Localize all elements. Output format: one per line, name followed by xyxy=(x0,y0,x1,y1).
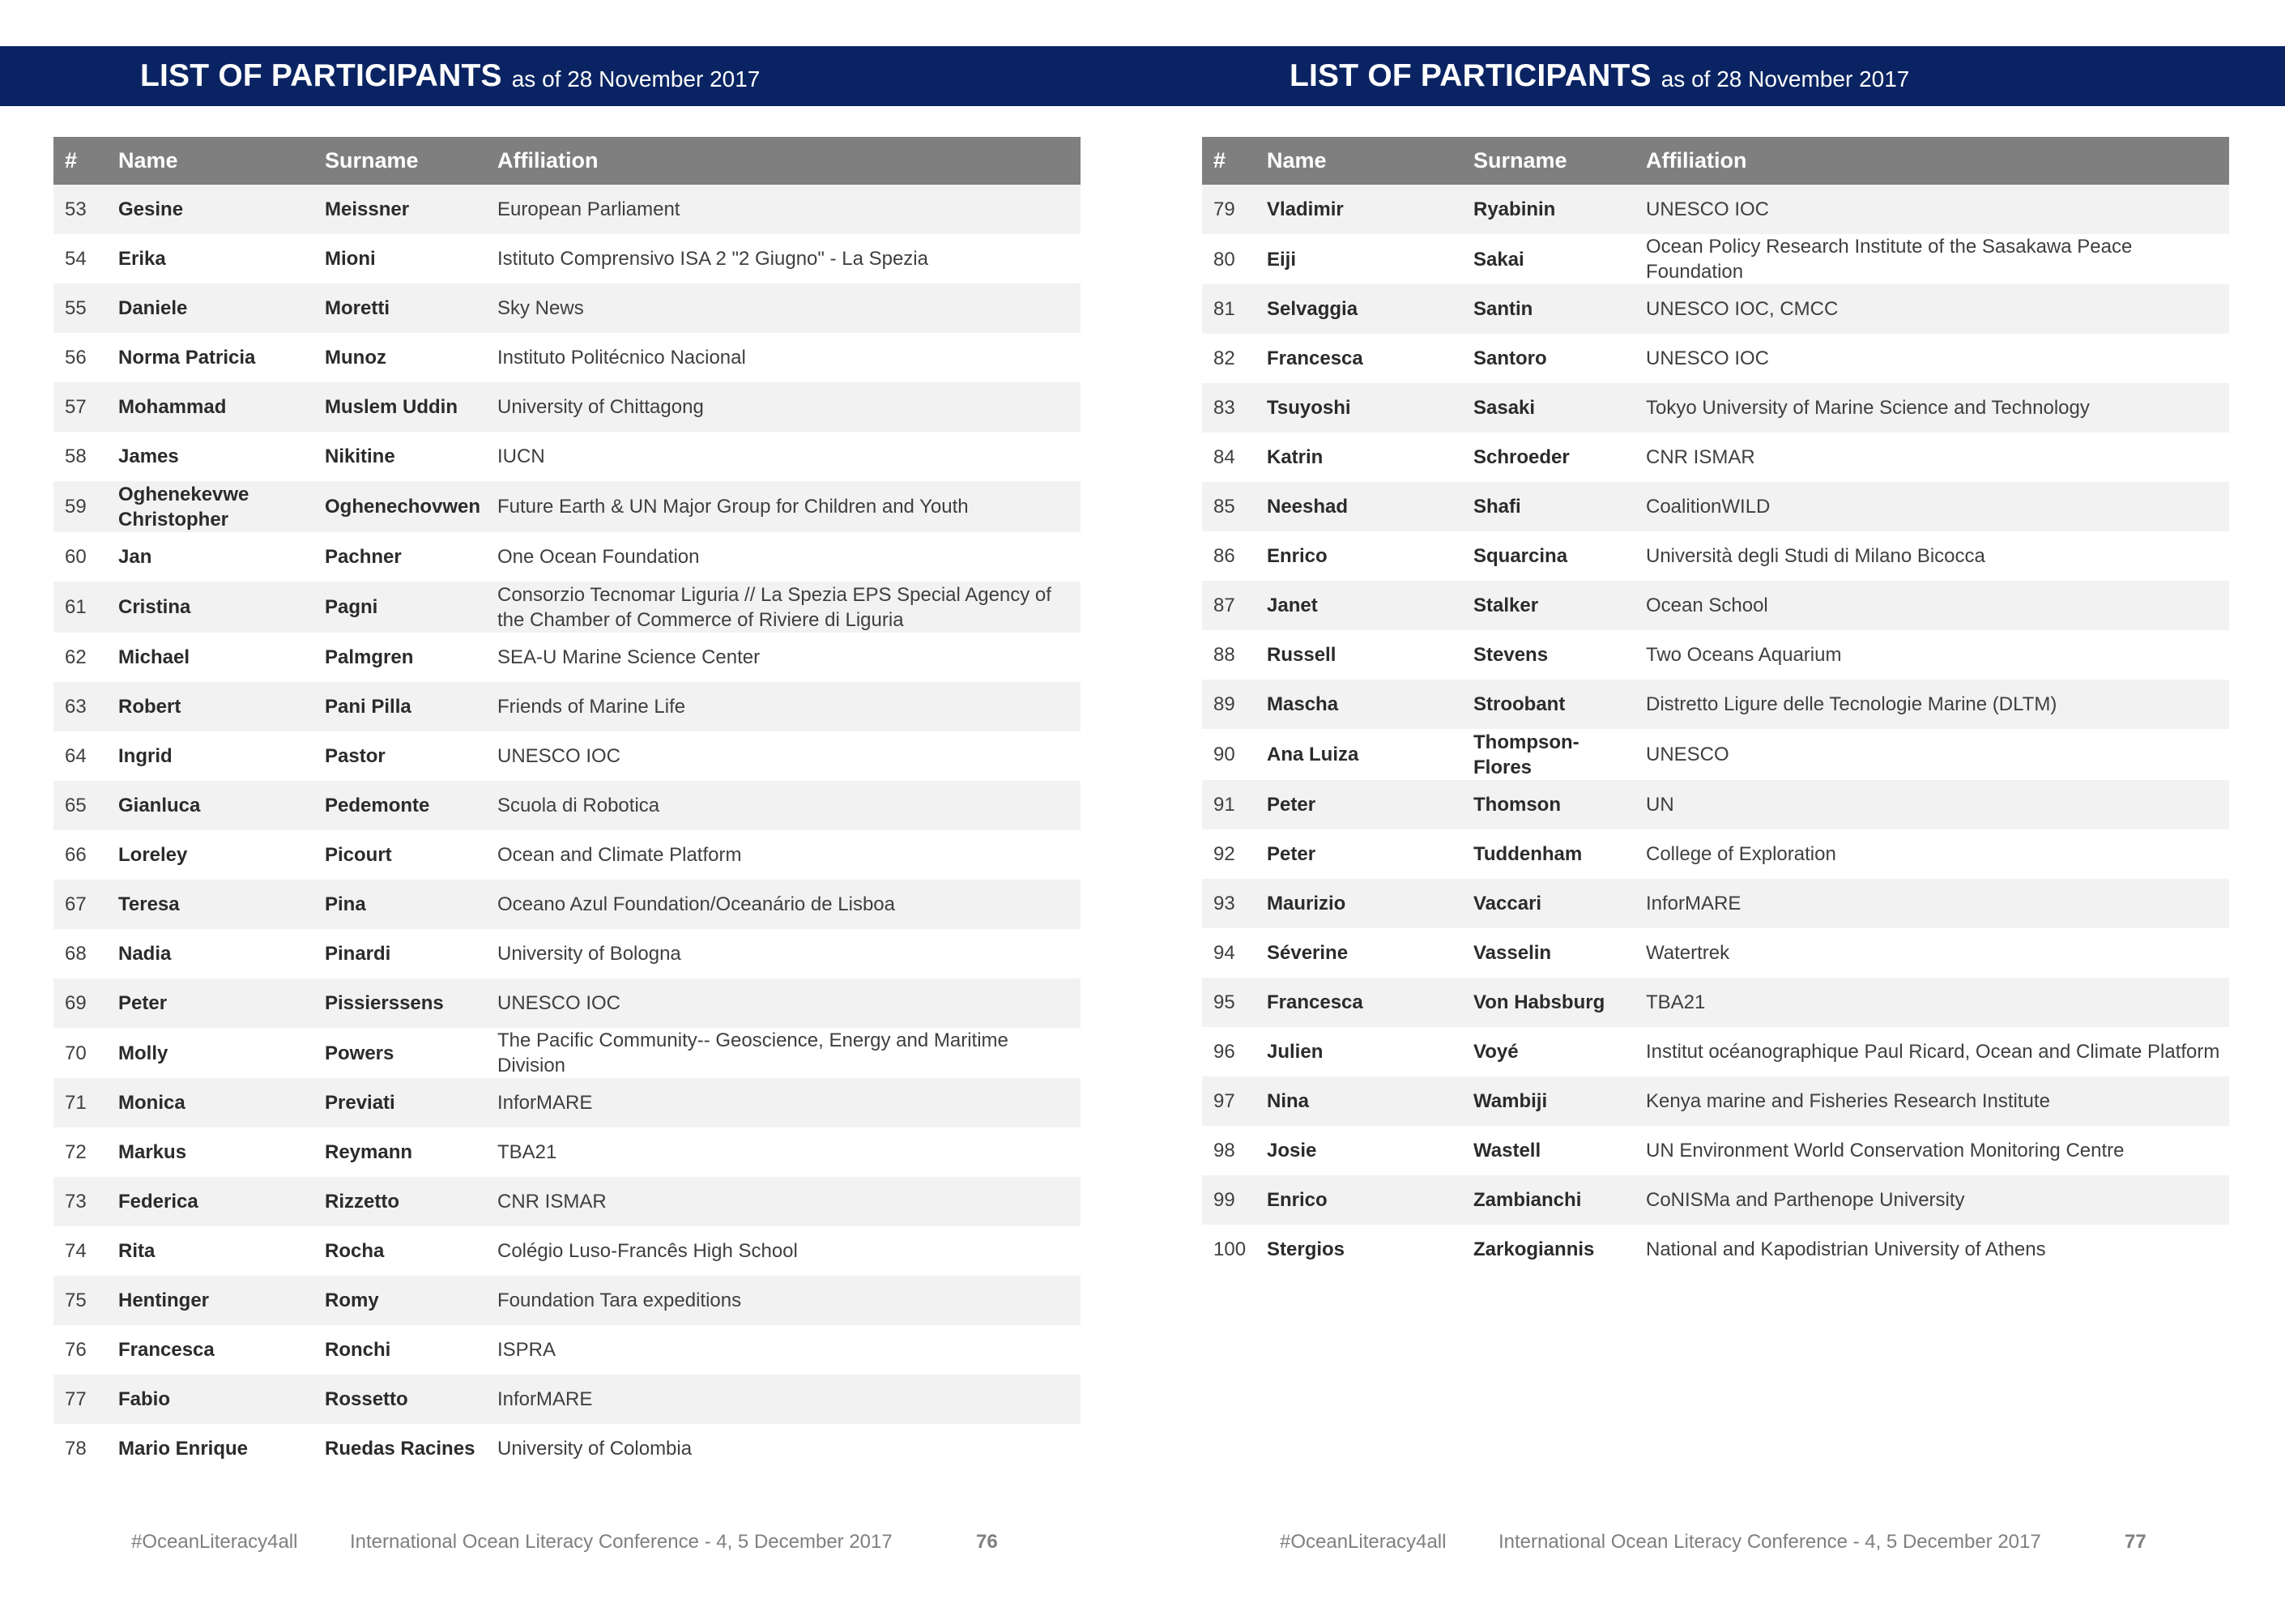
table-row xyxy=(53,1226,1081,1276)
participant-name: Eiji xyxy=(1255,234,1462,284)
footer-hashtag: #OceanLiteracy4all xyxy=(1280,1531,1447,1553)
table-row xyxy=(1202,1175,2229,1225)
participant-number: 75 xyxy=(53,1276,107,1325)
participant-affiliation: UNESCO IOC, CMCC xyxy=(1635,284,2229,334)
participant-name: Julien xyxy=(1255,1027,1462,1076)
participant-name: Peter xyxy=(1255,780,1462,829)
participant-affiliation: European Parliament xyxy=(486,185,1081,234)
participant-surname: Wambiji xyxy=(1462,1076,1635,1126)
participant-number: 78 xyxy=(53,1424,107,1473)
participant-affiliation: Colégio Luso-Francês High School xyxy=(486,1226,1081,1276)
participant-number: 97 xyxy=(1202,1076,1255,1126)
participant-surname: Pinardi xyxy=(313,929,486,978)
table-row xyxy=(53,532,1081,582)
table-row xyxy=(53,1276,1081,1325)
participant-name: Monica xyxy=(107,1078,313,1127)
participant-number: 77 xyxy=(53,1375,107,1424)
participant-affiliation: Instituto Politécnico Nacional xyxy=(486,333,1081,382)
participant-affiliation: Distretto Ligure delle Tecnologie Marine (DLTM) xyxy=(1635,680,2229,729)
participant-affiliation: Tokyo University of Marine Science and Technology xyxy=(1635,383,2229,433)
table-row xyxy=(53,333,1081,382)
participant-surname: Ruedas Racines xyxy=(313,1424,486,1473)
participant-surname: Romy xyxy=(313,1276,486,1325)
participant-surname: Pani Pilla xyxy=(313,682,486,731)
table-row xyxy=(1202,1076,2229,1126)
participant-affiliation: CNR ISMAR xyxy=(1635,433,2229,482)
participant-surname: Rossetto xyxy=(313,1375,486,1424)
table-row xyxy=(53,682,1081,731)
table-row xyxy=(53,633,1081,682)
participant-affiliation: University of Colombia xyxy=(486,1424,1081,1473)
participant-affiliation: Oceano Azul Foundation/Oceanário de Lisboa xyxy=(486,880,1081,929)
participant-number: 70 xyxy=(53,1028,107,1078)
page-title-right xyxy=(1290,46,1909,106)
header-surname: Surname xyxy=(313,137,486,185)
participant-surname: Meissner xyxy=(313,185,486,234)
participant-affiliation: CoNISMa and Parthenope University xyxy=(1635,1175,2229,1225)
participant-affiliation: Institut océanographique Paul Ricard, Ocean and Climate Platform xyxy=(1635,1027,2229,1076)
participant-affiliation: University of Chittagong xyxy=(486,382,1081,432)
participant-name: Michael xyxy=(107,633,313,682)
participant-number: 53 xyxy=(53,185,107,234)
participant-name: Cristina xyxy=(107,582,313,633)
title-main: LIST OF PARTICIPANTS xyxy=(1290,58,1652,93)
participant-name: Nina xyxy=(1255,1076,1462,1126)
table-row xyxy=(1202,185,2229,234)
participants-table xyxy=(53,137,1081,1473)
table-row xyxy=(1202,879,2229,928)
table-row xyxy=(53,432,1081,481)
participant-affiliation: One Ocean Foundation xyxy=(486,532,1081,582)
participant-number: 58 xyxy=(53,432,107,481)
participant-number: 96 xyxy=(1202,1027,1255,1076)
table-row xyxy=(53,481,1081,532)
participant-affiliation: Istituto Comprensivo ISA 2 "2 Giugno" - La Spezia xyxy=(486,234,1081,283)
footer-conference: International Ocean Literacy Conference - 4, 5 December 2017 xyxy=(1498,1531,2041,1553)
participant-affiliation: CoalitionWILD xyxy=(1635,482,2229,531)
table-row xyxy=(1202,630,2229,680)
table-row xyxy=(1202,433,2229,482)
participant-affiliation: UNESCO IOC xyxy=(486,978,1081,1028)
participant-name: James xyxy=(107,432,313,481)
participant-name: Loreley xyxy=(107,830,313,880)
participant-surname: Pissierssens xyxy=(313,978,486,1028)
participant-number: 85 xyxy=(1202,482,1255,531)
title-main: LIST OF PARTICIPANTS xyxy=(140,58,502,93)
participant-name: Neeshad xyxy=(1255,482,1462,531)
participants-table-left xyxy=(53,137,1081,1473)
participant-name: Norma Patricia xyxy=(107,333,313,382)
table-row xyxy=(1202,978,2229,1027)
table-row xyxy=(53,382,1081,432)
participant-surname: Moretti xyxy=(313,283,486,333)
participant-name: Francesca xyxy=(1255,978,1462,1027)
participant-affiliation: TBA21 xyxy=(486,1127,1081,1177)
participant-affiliation: University of Bologna xyxy=(486,929,1081,978)
header-affiliation: Affiliation xyxy=(486,137,1081,185)
participant-surname: Pagni xyxy=(313,582,486,633)
participant-number: 63 xyxy=(53,682,107,731)
participant-affiliation: UN Environment World Conservation Monitoring Centre xyxy=(1635,1126,2229,1175)
table-row xyxy=(53,929,1081,978)
table-row xyxy=(53,1078,1081,1127)
participant-surname: Pachner xyxy=(313,532,486,582)
participant-name: Maurizio xyxy=(1255,879,1462,928)
participant-name: Peter xyxy=(1255,829,1462,879)
participant-affiliation: College of Exploration xyxy=(1635,829,2229,879)
participant-surname: Palmgren xyxy=(313,633,486,682)
header-name: Name xyxy=(107,137,313,185)
participant-surname: Squarcina xyxy=(1462,531,1635,581)
participant-number: 59 xyxy=(53,481,107,532)
participant-number: 93 xyxy=(1202,879,1255,928)
table-row xyxy=(53,880,1081,929)
participant-surname: Tuddenham xyxy=(1462,829,1635,879)
participant-surname: Nikitine xyxy=(313,432,486,481)
participant-affiliation: UN xyxy=(1635,780,2229,829)
participant-name: Ana Luiza xyxy=(1255,729,1462,780)
participant-surname: Rizzetto xyxy=(313,1177,486,1226)
participant-number: 86 xyxy=(1202,531,1255,581)
participant-surname: Powers xyxy=(313,1028,486,1078)
participant-number: 82 xyxy=(1202,334,1255,383)
participant-number: 99 xyxy=(1202,1175,1255,1225)
participant-number: 65 xyxy=(53,781,107,830)
participant-surname: Thompson-Flores xyxy=(1462,729,1635,780)
participant-surname: Schroeder xyxy=(1462,433,1635,482)
participant-surname: Sakai xyxy=(1462,234,1635,284)
table-row xyxy=(53,1028,1081,1078)
participant-name: Teresa xyxy=(107,880,313,929)
participant-number: 68 xyxy=(53,929,107,978)
table-row xyxy=(53,283,1081,333)
participant-name: Francesca xyxy=(107,1325,313,1375)
participant-surname: Pina xyxy=(313,880,486,929)
participant-name: Markus xyxy=(107,1127,313,1177)
participant-surname: Thomson xyxy=(1462,780,1635,829)
participant-surname: Shafi xyxy=(1462,482,1635,531)
participant-surname: Pedemonte xyxy=(313,781,486,830)
table-row xyxy=(1202,383,2229,433)
table-row xyxy=(1202,482,2229,531)
participant-name: Nadia xyxy=(107,929,313,978)
title-date: as of 28 November 2017 xyxy=(511,66,761,92)
participant-name: Molly xyxy=(107,1028,313,1078)
table-row xyxy=(53,1375,1081,1424)
participant-number: 76 xyxy=(53,1325,107,1375)
participant-affiliation: Università degli Studi di Milano Bicocca xyxy=(1635,531,2229,581)
participant-number: 57 xyxy=(53,382,107,432)
participant-number: 98 xyxy=(1202,1126,1255,1175)
page-number: 77 xyxy=(2125,1531,2146,1553)
participant-number: 73 xyxy=(53,1177,107,1226)
table-row xyxy=(1202,780,2229,829)
table-row xyxy=(1202,531,2229,581)
participant-affiliation: Two Oceans Aquarium xyxy=(1635,630,2229,680)
participant-surname: Wastell xyxy=(1462,1126,1635,1175)
participant-surname: Rocha xyxy=(313,1226,486,1276)
table-row xyxy=(1202,284,2229,334)
participant-surname: Reymann xyxy=(313,1127,486,1177)
participant-affiliation: Sky News xyxy=(486,283,1081,333)
participant-surname: Zarkogiannis xyxy=(1462,1225,1635,1274)
participant-number: 87 xyxy=(1202,581,1255,630)
participant-surname: Previati xyxy=(313,1078,486,1127)
table-row xyxy=(53,830,1081,880)
table-row xyxy=(53,185,1081,234)
participant-number: 88 xyxy=(1202,630,1255,680)
participant-affiliation: UNESCO IOC xyxy=(486,731,1081,781)
table-row xyxy=(1202,928,2229,978)
participant-affiliation: The Pacific Community-- Geoscience, Energy and Maritime Division xyxy=(486,1028,1081,1078)
participant-surname: Oghenechovwen xyxy=(313,481,486,532)
participant-number: 71 xyxy=(53,1078,107,1127)
participant-affiliation: InforMARE xyxy=(486,1375,1081,1424)
participant-name: Jan xyxy=(107,532,313,582)
participant-surname: Santin xyxy=(1462,284,1635,334)
table-header-row xyxy=(53,137,1081,185)
participant-name: Tsuyoshi xyxy=(1255,383,1462,433)
table-row xyxy=(1202,680,2229,729)
table-row xyxy=(1202,1126,2229,1175)
participant-surname: Pastor xyxy=(313,731,486,781)
participant-name: Federica xyxy=(107,1177,313,1226)
participant-number: 54 xyxy=(53,234,107,283)
participant-number: 61 xyxy=(53,582,107,633)
participant-name: Peter xyxy=(107,978,313,1028)
participant-name: Enrico xyxy=(1255,531,1462,581)
participant-affiliation: TBA21 xyxy=(1635,978,2229,1027)
participant-name: Enrico xyxy=(1255,1175,1462,1225)
table-row xyxy=(1202,581,2229,630)
participant-surname: Zambianchi xyxy=(1462,1175,1635,1225)
participant-affiliation: IUCN xyxy=(486,432,1081,481)
header-number: # xyxy=(1202,137,1255,185)
participant-affiliation: Consorzio Tecnomar Liguria // La Spezia EPS Special Agency of the Chamber of Commerce of Riviere di Liguria xyxy=(486,582,1081,633)
participant-affiliation: UNESCO xyxy=(1635,729,2229,780)
participant-affiliation: Scuola di Robotica xyxy=(486,781,1081,830)
participant-surname: Munoz xyxy=(313,333,486,382)
participant-surname: Stalker xyxy=(1462,581,1635,630)
participant-name: Francesca xyxy=(1255,334,1462,383)
participant-affiliation: UNESCO IOC xyxy=(1635,185,2229,234)
participant-name: Janet xyxy=(1255,581,1462,630)
participant-name: Rita xyxy=(107,1226,313,1276)
participant-surname: Mioni xyxy=(313,234,486,283)
participant-name: Mohammad xyxy=(107,382,313,432)
participant-name: Erika xyxy=(107,234,313,283)
page-number: 76 xyxy=(976,1531,998,1553)
participant-number: 84 xyxy=(1202,433,1255,482)
header-name: Name xyxy=(1255,137,1462,185)
table-row xyxy=(53,234,1081,283)
participant-affiliation: Ocean School xyxy=(1635,581,2229,630)
table-row xyxy=(53,731,1081,781)
participant-affiliation: ISPRA xyxy=(486,1325,1081,1375)
participant-number: 62 xyxy=(53,633,107,682)
participant-surname: Voyé xyxy=(1462,1027,1635,1076)
participant-number: 91 xyxy=(1202,780,1255,829)
table-row xyxy=(53,781,1081,830)
table-row xyxy=(1202,234,2229,284)
participant-affiliation: SEA-U Marine Science Center xyxy=(486,633,1081,682)
page-title-left xyxy=(140,46,760,106)
participant-affiliation: CNR ISMAR xyxy=(486,1177,1081,1226)
header-number: # xyxy=(53,137,107,185)
participant-number: 90 xyxy=(1202,729,1255,780)
participants-table-right xyxy=(1202,137,2229,1274)
participant-name: Katrin xyxy=(1255,433,1462,482)
participant-number: 56 xyxy=(53,333,107,382)
participant-number: 79 xyxy=(1202,185,1255,234)
participant-surname: Ronchi xyxy=(313,1325,486,1375)
participant-name: Josie xyxy=(1255,1126,1462,1175)
participant-name: Vladimir xyxy=(1255,185,1462,234)
table-row xyxy=(1202,829,2229,879)
table-header-row xyxy=(1202,137,2229,185)
header-affiliation: Affiliation xyxy=(1635,137,2229,185)
participant-number: 81 xyxy=(1202,284,1255,334)
participant-affiliation: Ocean and Climate Platform xyxy=(486,830,1081,880)
participant-name: Mascha xyxy=(1255,680,1462,729)
participant-surname: Ryabinin xyxy=(1462,185,1635,234)
participant-number: 66 xyxy=(53,830,107,880)
participants-table xyxy=(1202,137,2229,1274)
participant-surname: Santoro xyxy=(1462,334,1635,383)
participant-affiliation: Foundation Tara expeditions xyxy=(486,1276,1081,1325)
table-row xyxy=(53,978,1081,1028)
participant-number: 72 xyxy=(53,1127,107,1177)
table-row xyxy=(53,1177,1081,1226)
participant-number: 60 xyxy=(53,532,107,582)
participant-number: 55 xyxy=(53,283,107,333)
participant-name: Russell xyxy=(1255,630,1462,680)
footer-conference: International Ocean Literacy Conference - 4, 5 December 2017 xyxy=(350,1531,893,1553)
participant-number: 64 xyxy=(53,731,107,781)
participant-affiliation: InforMARE xyxy=(486,1078,1081,1127)
table-row xyxy=(1202,729,2229,780)
participant-surname: Vaccari xyxy=(1462,879,1635,928)
participant-number: 100 xyxy=(1202,1225,1255,1274)
participant-affiliation: Future Earth & UN Major Group for Children and Youth xyxy=(486,481,1081,532)
table-row xyxy=(1202,1225,2229,1274)
participant-number: 89 xyxy=(1202,680,1255,729)
table-row xyxy=(53,582,1081,633)
participant-surname: Stevens xyxy=(1462,630,1635,680)
participant-name: Fabio xyxy=(107,1375,313,1424)
table-row xyxy=(1202,334,2229,383)
participant-surname: Stroobant xyxy=(1462,680,1635,729)
participant-number: 69 xyxy=(53,978,107,1028)
header-surname: Surname xyxy=(1462,137,1635,185)
participant-name: Oghenekevwe Christopher xyxy=(107,481,313,532)
participant-name: Robert xyxy=(107,682,313,731)
participant-affiliation: National and Kapodistrian University of Athens xyxy=(1635,1225,2229,1274)
participant-surname: Picourt xyxy=(313,830,486,880)
table-row xyxy=(53,1325,1081,1375)
participant-affiliation: Kenya marine and Fisheries Research Institute xyxy=(1635,1076,2229,1126)
participant-surname: Muslem Uddin xyxy=(313,382,486,432)
participant-name: Daniele xyxy=(107,283,313,333)
participant-surname: Von Habsburg xyxy=(1462,978,1635,1027)
participant-affiliation: Watertrek xyxy=(1635,928,2229,978)
participant-number: 83 xyxy=(1202,383,1255,433)
table-row xyxy=(1202,1027,2229,1076)
participant-number: 67 xyxy=(53,880,107,929)
participant-affiliation: Ocean Policy Research Institute of the Sasakawa Peace Foundation xyxy=(1635,234,2229,284)
participant-name: Stergios xyxy=(1255,1225,1462,1274)
participant-surname: Vasselin xyxy=(1462,928,1635,978)
title-date: as of 28 November 2017 xyxy=(1660,66,1910,92)
participant-name: Mario Enrique xyxy=(107,1424,313,1473)
participant-affiliation: Friends of Marine Life xyxy=(486,682,1081,731)
participant-surname: Sasaki xyxy=(1462,383,1635,433)
participant-number: 92 xyxy=(1202,829,1255,879)
participant-number: 95 xyxy=(1202,978,1255,1027)
table-row xyxy=(53,1424,1081,1473)
participant-name: Séverine xyxy=(1255,928,1462,978)
participant-number: 80 xyxy=(1202,234,1255,284)
participant-name: Gesine xyxy=(107,185,313,234)
participant-name: Ingrid xyxy=(107,731,313,781)
footer-hashtag: #OceanLiteracy4all xyxy=(131,1531,298,1553)
participant-affiliation: InforMARE xyxy=(1635,879,2229,928)
participant-name: Selvaggia xyxy=(1255,284,1462,334)
participant-name: Gianluca xyxy=(107,781,313,830)
participant-number: 94 xyxy=(1202,928,1255,978)
participant-number: 74 xyxy=(53,1226,107,1276)
participant-affiliation: UNESCO IOC xyxy=(1635,334,2229,383)
participant-name: Hentinger xyxy=(107,1276,313,1325)
table-row xyxy=(53,1127,1081,1177)
